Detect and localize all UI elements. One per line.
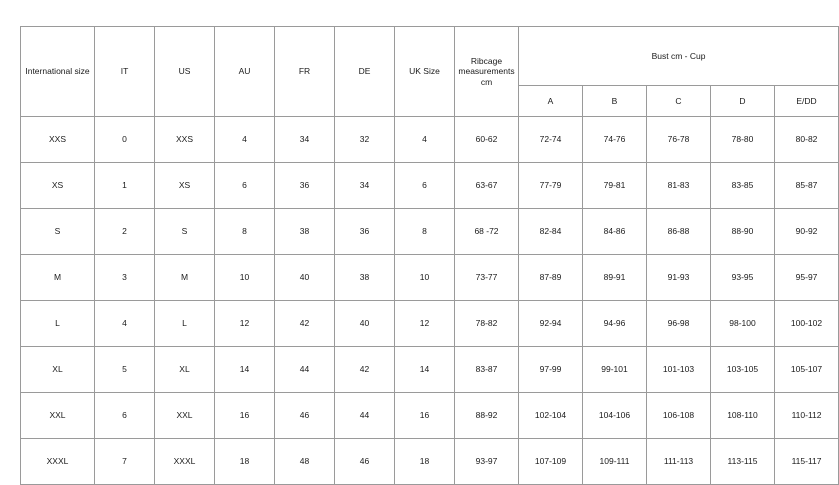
cell-cup-c: 101-103 (647, 347, 711, 393)
cell-fr: 48 (275, 439, 335, 485)
cell-fr: 34 (275, 117, 335, 163)
cell-us: L (155, 301, 215, 347)
cell-cup-c: 91-93 (647, 255, 711, 301)
header-uk-size: UK Size (395, 27, 455, 117)
cell-ribcage: 88-92 (455, 393, 519, 439)
cell-au: 18 (215, 439, 275, 485)
cell-cup-e-dd: 100-102 (775, 301, 839, 347)
header-it: IT (95, 27, 155, 117)
cell-cup-b: 84-86 (583, 209, 647, 255)
cell-cup-b: 94-96 (583, 301, 647, 347)
cell-cup-d: 98-100 (711, 301, 775, 347)
cell-cup-b: 99-101 (583, 347, 647, 393)
cell-cup-d: 113-115 (711, 439, 775, 485)
cell-fr: 42 (275, 301, 335, 347)
cell-de: 32 (335, 117, 395, 163)
cell-au: 8 (215, 209, 275, 255)
cell-de: 40 (335, 301, 395, 347)
cell-international-size: XL (21, 347, 95, 393)
cell-it: 4 (95, 301, 155, 347)
cell-cup-a: 82-84 (519, 209, 583, 255)
cell-ribcage: 78-82 (455, 301, 519, 347)
cell-cup-c: 106-108 (647, 393, 711, 439)
header-fr: FR (275, 27, 335, 117)
cell-us: M (155, 255, 215, 301)
cell-us: XXS (155, 117, 215, 163)
cell-au: 4 (215, 117, 275, 163)
cell-fr: 38 (275, 209, 335, 255)
cell-fr: 44 (275, 347, 335, 393)
cell-cup-c: 81-83 (647, 163, 711, 209)
cell-cup-e-dd: 85-87 (775, 163, 839, 209)
header-international-size: International size (21, 27, 95, 117)
cell-uk: 18 (395, 439, 455, 485)
header-au: AU (215, 27, 275, 117)
cell-ribcage: 68 -72 (455, 209, 519, 255)
cell-uk: 10 (395, 255, 455, 301)
cell-us: XL (155, 347, 215, 393)
cell-au: 16 (215, 393, 275, 439)
cell-cup-d: 88-90 (711, 209, 775, 255)
cell-cup-d: 78-80 (711, 117, 775, 163)
cell-it: 0 (95, 117, 155, 163)
cell-cup-a: 92-94 (519, 301, 583, 347)
header-cup-e-dd: E/DD (775, 86, 839, 117)
cell-uk: 8 (395, 209, 455, 255)
cell-fr: 46 (275, 393, 335, 439)
cell-cup-e-dd: 115-117 (775, 439, 839, 485)
header-cup-d: D (711, 86, 775, 117)
header-de: DE (335, 27, 395, 117)
cell-international-size: XXS (21, 117, 95, 163)
cell-it: 6 (95, 393, 155, 439)
cell-cup-b: 79-81 (583, 163, 647, 209)
cell-us: XXL (155, 393, 215, 439)
cell-uk: 12 (395, 301, 455, 347)
cell-cup-a: 77-79 (519, 163, 583, 209)
cell-us: XS (155, 163, 215, 209)
cell-cup-e-dd: 80-82 (775, 117, 839, 163)
cell-cup-c: 111-113 (647, 439, 711, 485)
cell-international-size: XS (21, 163, 95, 209)
cell-cup-b: 89-91 (583, 255, 647, 301)
cell-cup-d: 108-110 (711, 393, 775, 439)
cell-it: 3 (95, 255, 155, 301)
table-row (21, 393, 839, 439)
cell-fr: 36 (275, 163, 335, 209)
cell-cup-e-dd: 110-112 (775, 393, 839, 439)
table-row (21, 163, 839, 209)
cell-cup-a: 87-89 (519, 255, 583, 301)
cell-cup-c: 76-78 (647, 117, 711, 163)
cell-it: 2 (95, 209, 155, 255)
cell-de: 38 (335, 255, 395, 301)
cell-it: 5 (95, 347, 155, 393)
cell-cup-a: 107-109 (519, 439, 583, 485)
table-row (21, 439, 839, 485)
cell-uk: 16 (395, 393, 455, 439)
header-cup-a: A (519, 86, 583, 117)
cell-international-size: M (21, 255, 95, 301)
cell-ribcage: 73-77 (455, 255, 519, 301)
cell-fr: 40 (275, 255, 335, 301)
cell-international-size: XXL (21, 393, 95, 439)
cell-au: 6 (215, 163, 275, 209)
cell-cup-e-dd: 90-92 (775, 209, 839, 255)
cell-us: XXXL (155, 439, 215, 485)
cell-cup-d: 93-95 (711, 255, 775, 301)
cell-uk: 4 (395, 117, 455, 163)
cell-cup-a: 102-104 (519, 393, 583, 439)
cell-au: 12 (215, 301, 275, 347)
table-body (21, 117, 839, 485)
cell-international-size: S (21, 209, 95, 255)
cell-international-size: L (21, 301, 95, 347)
cell-cup-d: 83-85 (711, 163, 775, 209)
cell-uk: 14 (395, 347, 455, 393)
size-chart-table (20, 26, 839, 485)
header-ribcage-measurements: Ribcage measurements cm (455, 27, 519, 117)
cell-ribcage: 83-87 (455, 347, 519, 393)
cell-cup-e-dd: 105-107 (775, 347, 839, 393)
cell-cup-b: 109-111 (583, 439, 647, 485)
cell-de: 44 (335, 393, 395, 439)
table-row (21, 117, 839, 163)
cell-international-size: XXXL (21, 439, 95, 485)
table-row (21, 255, 839, 301)
cell-cup-b: 104-106 (583, 393, 647, 439)
cell-cup-a: 97-99 (519, 347, 583, 393)
cell-ribcage: 93-97 (455, 439, 519, 485)
header-cup-c: C (647, 86, 711, 117)
cell-au: 14 (215, 347, 275, 393)
cell-cup-c: 96-98 (647, 301, 711, 347)
table-header (21, 27, 839, 117)
header-bust-cup-group: Bust cm - Cup (519, 27, 839, 86)
table-row (21, 301, 839, 347)
cell-de: 46 (335, 439, 395, 485)
cell-ribcage: 63-67 (455, 163, 519, 209)
table-row (21, 209, 839, 255)
cell-us: S (155, 209, 215, 255)
cell-de: 42 (335, 347, 395, 393)
cell-de: 36 (335, 209, 395, 255)
header-row-primary (21, 27, 839, 86)
cell-it: 7 (95, 439, 155, 485)
cell-cup-c: 86-88 (647, 209, 711, 255)
header-us: US (155, 27, 215, 117)
cell-cup-b: 74-76 (583, 117, 647, 163)
cell-cup-d: 103-105 (711, 347, 775, 393)
cell-uk: 6 (395, 163, 455, 209)
header-cup-b: B (583, 86, 647, 117)
cell-it: 1 (95, 163, 155, 209)
cell-ribcage: 60-62 (455, 117, 519, 163)
cell-cup-a: 72-74 (519, 117, 583, 163)
table-row (21, 347, 839, 393)
cell-au: 10 (215, 255, 275, 301)
cell-cup-e-dd: 95-97 (775, 255, 839, 301)
cell-de: 34 (335, 163, 395, 209)
